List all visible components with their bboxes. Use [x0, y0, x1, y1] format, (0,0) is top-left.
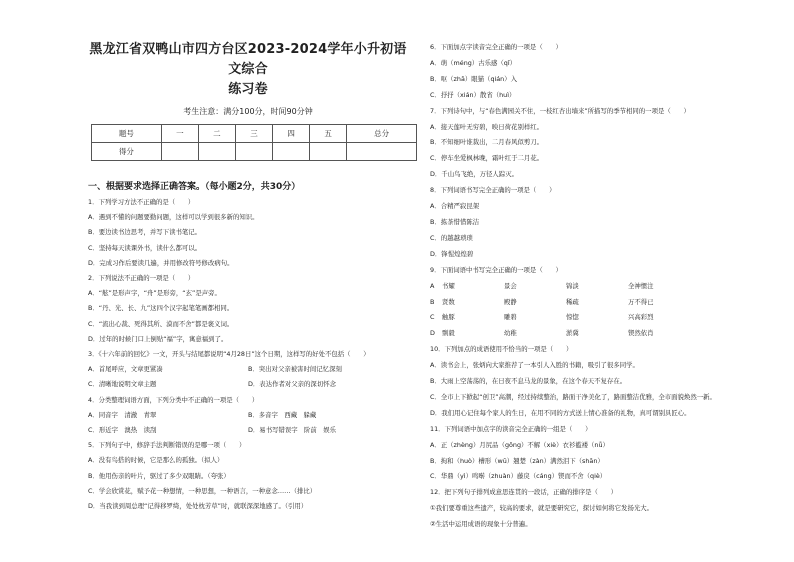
- score-row-label: 得分: [92, 143, 162, 161]
- question-line: D．锋惺煌煌碧: [430, 249, 474, 258]
- q9-word: 景会: [504, 281, 517, 290]
- q9-option-label: A: [430, 281, 435, 290]
- question-line: 5．下列句子中，修辞手法判断错误的是哪一项（ ）: [88, 441, 246, 450]
- question-line: A．萌（méng）古乐感（qǐ）: [430, 58, 516, 67]
- q9-word: 触豚: [442, 313, 455, 322]
- q9-word: 全神惯注: [628, 281, 654, 290]
- question-line: ②生活中运用成语的现象十分普遍。: [430, 520, 532, 529]
- q9-word: 淤冀: [566, 329, 579, 338]
- question-line: 1．下列学习方法不正确的是（ ）: [88, 198, 195, 206]
- score-header-cell: 总分: [347, 125, 417, 143]
- q9-word: 稀疏: [566, 297, 579, 306]
- q4-option-row: [88, 423, 408, 438]
- score-blank-cell[interactable]: [273, 143, 310, 161]
- section-1-heading: 一、根据要求选择正确答案。（每小题2分，共30分）: [88, 182, 301, 192]
- question-line: B．不知细叶谁裁出，二月春风似剪刀。: [430, 138, 544, 147]
- q4-option: B．多音字 西藏 躲藏: [248, 410, 317, 419]
- question-line: 10．下列加点的成语使用不恰当的一项是（ ）: [430, 345, 573, 354]
- q4-option-row: [88, 408, 408, 423]
- score-table: [91, 124, 417, 161]
- question-line: C．坚持每天读课外书，读什么都可以。: [88, 243, 202, 252]
- question-line: 11．下列词语中加点字的读音完全正确的一组是（ ）: [430, 424, 592, 433]
- q9-option-label: C: [430, 313, 435, 322]
- question-line: 6．下面加点字读音完全正确的一项是（ ）: [430, 43, 562, 51]
- question-line: B．拘和（huò）槽形（wū）翘楚（zàn）满然泪下（shān）: [430, 456, 604, 465]
- q9-word: 万不得已: [628, 297, 654, 306]
- q9-word: 惊惚: [566, 313, 579, 322]
- q9-word: 锲然依肖: [628, 329, 654, 338]
- question-line: D．我们用心记住每个家人的生日，在用不同的方式送上情心准备的礼物，真可谓别具匠心。: [430, 408, 691, 417]
- question-line: C．“流出心裁、死得其所、漠而不舍”都是褒义词。: [88, 319, 234, 328]
- question-line: A．正（zhèng）月尻品（gōng）不解（xiè）衣衫褴褛（nǚ）: [430, 440, 609, 449]
- q3-option: B．突出对父亲被害时间记忆深刻: [248, 365, 342, 374]
- question-line: 9．下面词语中书写完全正确的一项是（ ）: [430, 265, 562, 274]
- question-line: B．大雨上空荡荡的，在日夜不息马龙的景象，在这个春天不复存在。: [430, 377, 627, 386]
- question-line: ①我们要尊重这些遗产，较高的要求，就是要研究它，探讨如何将它发扬光大。: [430, 504, 654, 513]
- score-blank-cell[interactable]: [310, 143, 347, 161]
- left-column: [88, 0, 408, 514]
- q9-word: 剽毅: [442, 329, 455, 338]
- score-header-cell: 一: [161, 125, 198, 143]
- score-header-cell: 二: [198, 125, 235, 143]
- question-line: A．没有鸟搭的时候，它是那么的孤独。（拟人）: [88, 456, 224, 465]
- question-line: A．“舷”是形声字，“舟”是形旁，“玄”是声旁。: [88, 289, 221, 298]
- score-header-cell: 三: [235, 125, 272, 143]
- question-line: A．读书会上，张炳向大家推荐了一本引人入胜的书籍，吸引了很多同学。: [430, 361, 639, 370]
- question-line: 12．把下列句子排列成意思连贯的一段话，正确的排序是（ ）: [430, 488, 618, 497]
- q9-word: 雕碧: [504, 313, 517, 322]
- title-line-1: 黑龙江省双鸭山市四方台区2023-2024学年小升初语文综合: [89, 42, 407, 77]
- q3-option: A．首尾呼应，文章更紧凑: [88, 365, 163, 374]
- q3-option-row: [88, 362, 408, 377]
- question-line: A．遇到不懂的问题要勤问题，这样可以学到很多新的知识。: [88, 213, 259, 222]
- score-blank-cell[interactable]: [347, 143, 417, 161]
- left-question-block-3: [88, 438, 408, 514]
- q9-option-label: B: [430, 297, 435, 306]
- question-line: C．的越越琐琐: [430, 233, 473, 242]
- question-line: A．合精严寂昆架: [430, 202, 480, 211]
- q4-option: A．同音字 清澈 青翠: [88, 410, 157, 419]
- q9-option-row: [430, 310, 760, 326]
- question-line: 8．下列词语书写完全正确的一项是（ ）: [430, 186, 556, 195]
- score-header-cell: 五: [310, 125, 347, 143]
- question-line: D．当我读到周总理“记得移罗绮，处处枕芳草”时，就联深深地感了。（引用）: [88, 502, 308, 511]
- score-table-score-row: [92, 143, 417, 161]
- q3-option-row: [88, 377, 408, 392]
- score-blank-cell[interactable]: [198, 143, 235, 161]
- question-line: C．全市上下掀起“创卫”高潮，经过持续整治，路面干净美化了，路面整洁优雅，全市面貌焕然一新。: [430, 392, 716, 401]
- title-line-2: 练习卷: [228, 82, 268, 97]
- question-line: B．他用伤亲的叶片，驱过了多少双眼睛。（夸张）: [88, 471, 230, 480]
- question-line: B．呕（zhā）眼猫（qián）入: [430, 74, 518, 83]
- question-line: A．接天莲叶无穷碧，映日荷花别样红。: [430, 122, 544, 131]
- question-line: 4．分类整理词语方面，下列分类中不正确的一项是（ ）: [88, 395, 259, 404]
- question-line: B．拣茶惜惜陈洁: [430, 217, 480, 226]
- question-line: D．过年的时候门口上倒贴“福”字，寓意福到了。: [88, 334, 228, 343]
- q9-word: 殿静: [504, 297, 517, 306]
- left-question-block-1: [88, 195, 408, 362]
- q9-option-label: D: [430, 329, 435, 338]
- question-line: D．千山鸟飞绝，万径人踪灭。: [430, 170, 518, 179]
- q9-option-row: [430, 295, 760, 311]
- right-column: [430, 40, 760, 533]
- q9-option-row: [430, 279, 760, 295]
- question-line: B．要边读书边思考，并写下读书笔记。: [88, 228, 202, 237]
- question-line: C．华鼎（yì）鸣啭（zhuàn）藤戾（cáng）锲而不舍（qiè）: [430, 472, 607, 481]
- q9-option-row: [430, 326, 760, 342]
- question-line: 7．下列诗句中，与“春色满园关不住，一枝红杏出墙来”所描写的季节相同的一项是（ ）: [430, 106, 690, 115]
- q4-option: C．形近字 澳热 读刮: [88, 426, 157, 435]
- question-line: C．抒抒（xián）散省（huì）: [430, 90, 516, 99]
- q9-word: 兴高彩烈: [628, 313, 654, 322]
- question-line: B．“丹、光、长、九”这四个汉字起笔笔画都相同。: [88, 304, 234, 313]
- score-header-cell: 题号: [92, 125, 162, 143]
- question-line: D．完成习作后要读几遍，并用修改符号修改病句。: [88, 258, 234, 267]
- score-table-header-row: [92, 125, 417, 143]
- q3-option: C．清晰地说明文章主题: [88, 380, 157, 389]
- question-line: 2．下列说法不正确的一项是（ ）: [88, 274, 195, 283]
- paper-title: [88, 40, 408, 100]
- score-blank-cell[interactable]: [235, 143, 272, 161]
- exam-note: 考生注意：满分100分，时间90分钟: [183, 107, 313, 116]
- q9-word: 幼稚: [504, 329, 517, 338]
- q9-word: 贤数: [442, 297, 455, 306]
- q9-word: 锦淡: [566, 281, 579, 290]
- q3-option: D．表达作者对父亲的深切怀念: [248, 380, 336, 389]
- q9-word: 书耀: [442, 281, 455, 290]
- score-blank-cell[interactable]: [161, 143, 198, 161]
- q4-option: D．易书写错误字 阶前 娱乐: [248, 426, 336, 435]
- question-line: C．停车坐爱枫林晚，霜叶红于二月花。: [430, 154, 544, 163]
- question-line: C．学会欣赏花，赋予花一种想情，一种思想，一种语言，一种意念……（排比）: [88, 486, 317, 495]
- question-line: 3．《十六年前的回忆》一文，开头与结尾都说明“4月28日”这个日期，这样写的好处不包括（ ）: [88, 350, 370, 359]
- score-header-cell: 四: [273, 125, 310, 143]
